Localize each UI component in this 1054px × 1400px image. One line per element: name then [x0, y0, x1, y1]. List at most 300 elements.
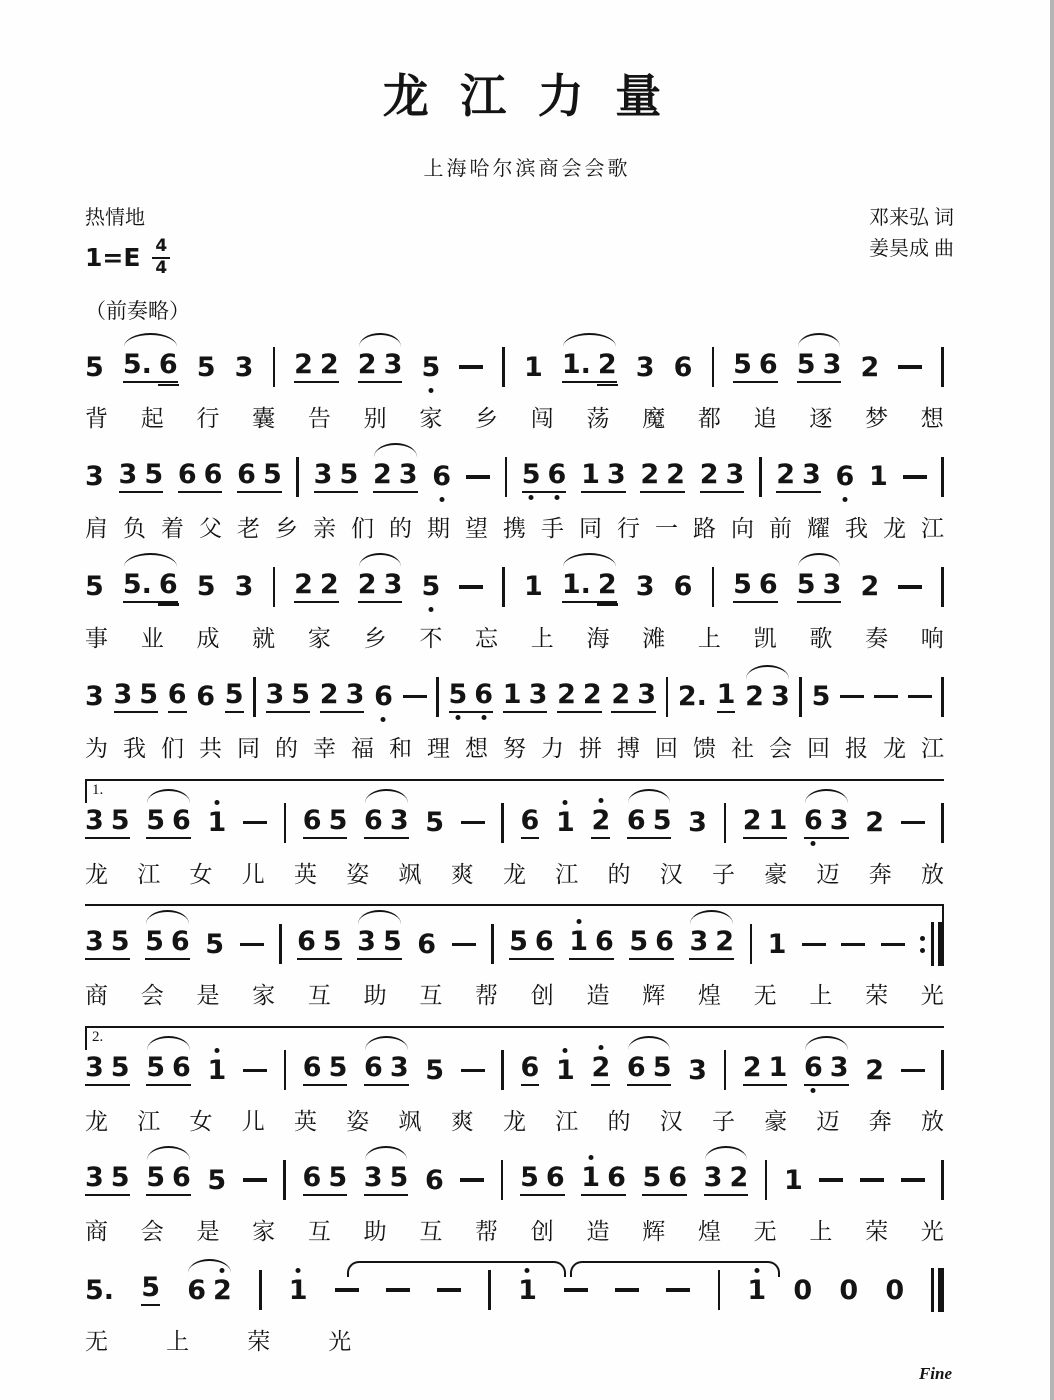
note: 3: [829, 804, 849, 836]
lyric-syllable: 响: [920, 625, 944, 651]
note: 5: [207, 1164, 227, 1196]
note: 6: [545, 1162, 565, 1194]
note: 6: [432, 461, 452, 493]
notation-row: [85, 1152, 944, 1208]
lyric-syllable: 放: [921, 1109, 944, 1135]
note: 6: [424, 1164, 444, 1196]
note: 2: [611, 678, 631, 710]
duration-dash: [615, 1288, 639, 1292]
lyric-syllable: 姿: [346, 1109, 370, 1135]
beamed-note-group: [297, 928, 342, 960]
note: 2: [865, 1054, 885, 1086]
note: 1: [768, 1052, 788, 1084]
beamed-note-group: [611, 678, 656, 713]
lyric-syllable: 荣: [865, 983, 889, 1009]
lyric-syllable: 龙: [85, 861, 108, 887]
lyric-syllable: 会: [140, 983, 164, 1009]
notation-row: [85, 1042, 944, 1098]
barline: [273, 567, 276, 607]
lyric-syllable: 拼: [579, 735, 602, 761]
repeat-dot: [920, 948, 925, 953]
notation-row: [85, 916, 944, 972]
note: 1: [518, 1274, 537, 1306]
note: 3: [822, 349, 842, 380]
lyric-syllable: 期: [427, 515, 450, 541]
note: 5: [328, 1162, 348, 1194]
lyric-syllable: 的: [275, 735, 298, 761]
lyric-syllable: 龙: [503, 1109, 526, 1135]
note: 5: [733, 568, 752, 600]
lyricist-credit: 邓来弘 词: [869, 207, 954, 229]
note: 6: [673, 571, 693, 603]
lyric-syllable: 起: [140, 406, 164, 431]
note: 6: [203, 458, 223, 490]
note: 5: [144, 458, 164, 490]
duration-dash: [461, 1069, 485, 1073]
note: 6: [172, 804, 191, 836]
note: 6: [655, 926, 674, 958]
lyric-syllable: 家: [307, 625, 331, 651]
note: 2: [640, 458, 660, 490]
lyric-syllable: 龙: [883, 515, 906, 541]
duration-dash: [243, 1069, 267, 1073]
note: 1: [502, 678, 522, 710]
note: 2: [666, 458, 685, 490]
lyric-syllable: 家: [419, 406, 443, 431]
lyric-syllable: 爽: [450, 1109, 474, 1135]
lyric-syllable: 家: [252, 1219, 276, 1245]
lyric-syllable: 煌: [697, 983, 721, 1009]
note: 3: [635, 571, 655, 603]
duration-dash: [564, 1288, 588, 1292]
beamed-note-group: [237, 458, 282, 493]
duration-dash: [460, 1178, 484, 1182]
lyric-syllable: 英: [294, 1109, 317, 1135]
lyric-syllable: 手: [541, 515, 564, 541]
duration-dash: [386, 1288, 410, 1292]
duration-dash: [860, 1178, 884, 1182]
note: 6: [668, 1162, 688, 1194]
notation-row: [85, 449, 944, 505]
barline: [799, 677, 802, 717]
slurred-note-group: [364, 1164, 409, 1196]
lyric-syllable: 帮: [475, 1219, 499, 1245]
music-system: [85, 559, 944, 654]
lyric-syllable: 光: [920, 1219, 944, 1245]
note: 3: [85, 461, 104, 493]
barline-thin: [931, 1268, 934, 1312]
note: 5: [389, 1162, 409, 1194]
note: 1: [207, 807, 227, 839]
barline: [253, 677, 256, 717]
music-system: [85, 904, 944, 1011]
note: 2: [597, 568, 617, 600]
barline-thin: [931, 922, 934, 966]
lyric-syllable: 江: [921, 515, 944, 541]
barline-thick: [938, 1268, 944, 1312]
duration-dash: [459, 585, 483, 589]
note: 2: [776, 458, 796, 490]
note: 2: [213, 1274, 232, 1306]
lyric-syllable: 行: [196, 406, 220, 431]
lyric-syllable: 的: [389, 515, 412, 541]
lyric-syllable: 老: [237, 515, 260, 541]
note: 5: [425, 1054, 445, 1086]
beamed-note-group: [520, 1164, 565, 1196]
note: 5: [141, 1274, 160, 1306]
note: 5: [425, 807, 445, 839]
note: 6: [177, 458, 197, 490]
note: 2: [557, 678, 576, 710]
lyric-syllable: 龙: [503, 861, 526, 887]
barline: [505, 457, 508, 497]
note: 6: [196, 681, 216, 713]
lyric-syllable: 负: [123, 515, 146, 541]
note: 2: [294, 349, 313, 380]
lyric-syllable: 儿: [241, 1109, 265, 1135]
beamed-note-group: [85, 1054, 130, 1086]
note: 5: [328, 804, 348, 836]
key-signature: [85, 238, 954, 278]
note: 6: [297, 926, 316, 958]
barline: [283, 1160, 286, 1200]
lyric-syllable: 会: [140, 1219, 164, 1245]
note: 3: [85, 1052, 104, 1084]
barline: [284, 803, 287, 843]
note: 3: [389, 1052, 409, 1084]
lyric-syllable: 奏: [865, 625, 889, 651]
note: 0: [793, 1274, 813, 1306]
note: 5: [196, 571, 216, 603]
note: 5: [382, 926, 402, 958]
music-system: [85, 1152, 944, 1247]
music-system: [85, 779, 944, 890]
time-signature-bottom: 4: [155, 257, 168, 278]
note: 6: [158, 568, 178, 600]
lyric-syllable: 姿: [346, 861, 370, 887]
note: 5: [733, 349, 752, 380]
lyric-syllable: 子: [712, 1109, 735, 1135]
lyric-syllable: 上: [809, 983, 833, 1009]
notation-row: [85, 669, 944, 725]
note: 3: [313, 458, 333, 490]
note: 5: [509, 926, 528, 958]
lyric-syllable: 互: [307, 1219, 331, 1245]
note: 5: [322, 926, 342, 958]
lyric-syllable: 江: [137, 1109, 161, 1135]
key-label: 1=E: [85, 243, 141, 273]
note: 6: [302, 1162, 322, 1194]
note: 1: [581, 458, 600, 490]
lyric-syllable: 携: [503, 515, 526, 541]
beamed-note-group: [581, 1164, 626, 1196]
lyric-syllable: 乡: [363, 625, 387, 651]
lyric-syllable: 光: [920, 983, 944, 1009]
slurred-note-group: [145, 928, 190, 960]
lyric-syllable: 闯: [530, 406, 554, 431]
duration-dash: [452, 943, 476, 947]
slurred-note-group: [122, 568, 178, 603]
lyric-syllable: 背: [85, 406, 108, 431]
lyric-syllable: 和: [389, 735, 412, 761]
note: 1: [717, 681, 736, 713]
note: 3: [398, 458, 418, 490]
lyric-syllable: 光: [328, 1329, 352, 1355]
slurred-note-group: [364, 1054, 409, 1086]
lyric-syllable: 前: [769, 515, 792, 541]
lyric-syllable: 想: [465, 735, 488, 761]
barline: [941, 567, 944, 607]
beamed-note-group: [85, 804, 130, 839]
note: 5: [146, 804, 166, 836]
lyric-syllable: 商: [85, 983, 108, 1009]
beamed-note-group: [303, 1164, 348, 1196]
note: 3: [528, 678, 548, 710]
barline: [941, 1050, 944, 1090]
note: 6: [172, 1052, 191, 1084]
note: 3: [383, 349, 403, 380]
lyric-syllable: 是: [196, 1219, 220, 1245]
barline: [502, 347, 505, 387]
note: 2: [591, 807, 610, 839]
beamed-note-group: [642, 1164, 687, 1196]
credits: [869, 203, 954, 265]
note: 1: [207, 1054, 227, 1086]
lyric-syllable: 江: [137, 861, 161, 887]
note: 2.: [677, 681, 707, 713]
note: 6: [237, 458, 256, 490]
note: 1: [869, 461, 888, 493]
lyric-syllable: 汉: [659, 861, 683, 887]
notation-row: [85, 795, 944, 851]
note: 2: [865, 807, 885, 839]
note: 1: [524, 571, 543, 603]
beamed-note-group: [557, 678, 602, 713]
note: 6: [474, 678, 494, 710]
lyric-syllable: 馈: [693, 735, 716, 761]
note: 5: [796, 349, 816, 380]
lyric-syllable: 父: [199, 515, 222, 541]
lyric-syllable: 荣: [247, 1329, 271, 1355]
note: 6: [804, 1052, 823, 1084]
barline: [666, 677, 669, 717]
lyric-syllable: 福: [351, 735, 374, 761]
note: 6: [607, 1162, 626, 1194]
beamed-note-group: [302, 804, 348, 839]
slurred-note-group: [626, 804, 672, 839]
barline: [501, 803, 504, 843]
slurred-note-group: [804, 804, 849, 839]
beamed-note-group: [521, 458, 567, 493]
note: 5: [811, 681, 831, 713]
note: 3: [363, 1162, 383, 1194]
duration-dash: [903, 475, 927, 479]
note: 6: [804, 804, 823, 836]
barline: [941, 677, 944, 717]
lyric-syllable: 社: [731, 735, 754, 761]
slurred-note-group: [146, 1164, 191, 1196]
note: 2: [597, 349, 617, 380]
note: 5: [146, 1052, 166, 1084]
lyric-syllable: 们: [161, 735, 184, 761]
lyric-syllable: 着: [161, 515, 184, 541]
lyric-syllable: 迈: [816, 1109, 840, 1135]
note: 2: [860, 351, 880, 383]
lyric-syllable: 上: [697, 625, 721, 651]
note: 5: [328, 1052, 348, 1084]
lyric-syllable: 囊: [252, 406, 276, 431]
lyric-syllable: 儿: [241, 861, 265, 887]
note: 3: [389, 804, 409, 836]
duration-dash: [466, 475, 490, 479]
note: 1: [581, 1162, 601, 1194]
lyrics-row: [85, 734, 944, 764]
repeat-dots: [920, 936, 925, 953]
duration-dash: [437, 1288, 461, 1292]
duration-dash: [840, 695, 864, 699]
note: 2: [294, 568, 313, 600]
duration-dash: [898, 365, 922, 369]
barline: [941, 457, 944, 497]
lyric-syllable: 耀: [807, 515, 830, 541]
note: 5: [652, 1052, 672, 1084]
note: 5: [146, 1162, 165, 1194]
lyric-syllable: 会: [769, 735, 792, 761]
duration-dash: [901, 821, 925, 825]
lyric-syllable: 奔: [868, 861, 892, 887]
lyric-syllable: 豪: [764, 1109, 788, 1135]
final-barline: [931, 1268, 944, 1312]
note: 6: [758, 349, 778, 380]
slurred-note-group: [358, 351, 403, 383]
note: 5: [421, 571, 441, 603]
duration-dash: [802, 943, 826, 947]
note: 2: [745, 681, 764, 713]
music-system: [85, 1026, 944, 1137]
slurred-note-group: [146, 804, 191, 839]
lyric-syllable: 逐: [809, 406, 833, 431]
note: 1.: [561, 568, 591, 600]
barline: [284, 1050, 287, 1090]
beamed-note-group: [294, 568, 339, 603]
beamed-note-group: [569, 928, 614, 960]
beamed-note-group: [118, 458, 164, 493]
note: 5: [110, 1052, 130, 1084]
note: 6: [595, 926, 614, 958]
lyric-syllable: 乡: [475, 406, 499, 431]
note: 5: [796, 568, 816, 600]
lyric-syllable: 互: [419, 983, 443, 1009]
lyric-syllable: 家: [252, 983, 276, 1009]
lyric-syllable: 互: [419, 1219, 443, 1245]
duration-dash: [403, 695, 427, 699]
note: 2: [742, 804, 762, 836]
note: 6: [172, 1162, 191, 1194]
lyric-syllable: 共: [199, 735, 222, 761]
note: 6: [302, 804, 322, 836]
note: 1: [747, 1274, 767, 1306]
lyric-syllable: 龙: [883, 735, 906, 761]
duration-dash: [898, 585, 922, 589]
barline: [491, 924, 494, 964]
duration-dash: [240, 943, 264, 947]
note: 5: [139, 678, 159, 710]
duration-dash: [908, 695, 932, 699]
barline: [724, 803, 727, 843]
lyrics-row: [85, 981, 944, 1011]
lyric-syllable: 造: [586, 1219, 610, 1245]
lyric-syllable: 江: [555, 861, 579, 887]
lyric-syllable: 路: [693, 515, 716, 541]
note: 2: [319, 678, 339, 710]
lyric-syllable: 就: [252, 625, 276, 651]
barline: [765, 1160, 768, 1200]
note: 3: [770, 681, 790, 713]
repeat-barline: [920, 922, 944, 966]
barline: [750, 924, 753, 964]
lyric-syllable: 事: [85, 625, 108, 651]
lyric-syllable: 回: [807, 735, 830, 761]
duration-dash: [841, 943, 865, 947]
beamed-note-group: [733, 351, 778, 383]
note: 6: [626, 804, 646, 836]
duration-dash: [243, 821, 267, 825]
note: 3: [637, 678, 656, 710]
slurred-note-group: [357, 928, 402, 960]
beamed-note-group: [776, 458, 821, 493]
lyric-syllable: 荣: [865, 1219, 889, 1245]
lyrics-row: [85, 1327, 351, 1357]
note: 2: [860, 571, 880, 603]
note: 3: [802, 458, 821, 490]
lyric-syllable: 女: [189, 1109, 213, 1135]
note: 3: [829, 1052, 849, 1084]
song-subtitle: 上海哈尔滨商会会歌: [423, 158, 631, 180]
duration-dash: [874, 695, 898, 699]
note: 1: [783, 1164, 803, 1196]
lyric-syllable: 成: [196, 625, 220, 651]
slurred-note-group: [804, 1054, 849, 1086]
note: 6: [417, 928, 437, 960]
note: 5: [110, 926, 130, 958]
lyrics-row: [85, 624, 944, 654]
lyric-syllable: 努: [503, 735, 526, 761]
lyric-syllable: 帮: [475, 983, 499, 1009]
slurred-note-group: [704, 1164, 749, 1196]
lyric-syllable: 亲: [313, 515, 336, 541]
slurred-note-group: [187, 1274, 232, 1306]
note: 5: [629, 926, 649, 958]
note: 6: [168, 681, 187, 713]
note: 3: [234, 571, 254, 603]
note: 2: [715, 926, 735, 958]
note: 6: [158, 349, 178, 380]
note: 3: [689, 926, 709, 958]
lyric-syllable: 们: [351, 515, 374, 541]
lyric-syllable: 回: [655, 735, 678, 761]
lyric-syllable: 豪: [764, 861, 788, 887]
lyric-syllable: 歌: [809, 625, 833, 651]
note: 5: [652, 804, 672, 836]
note: 1: [555, 1054, 575, 1086]
volta-label: 1.: [92, 781, 104, 798]
slurred-note-group: [745, 681, 790, 713]
lyric-syllable: 江: [921, 735, 944, 761]
lyric-syllable: 创: [530, 983, 554, 1009]
note: 5: [85, 571, 104, 603]
song-title: 龙 江 力 量: [382, 71, 672, 122]
lyric-syllable: 理: [427, 735, 450, 761]
